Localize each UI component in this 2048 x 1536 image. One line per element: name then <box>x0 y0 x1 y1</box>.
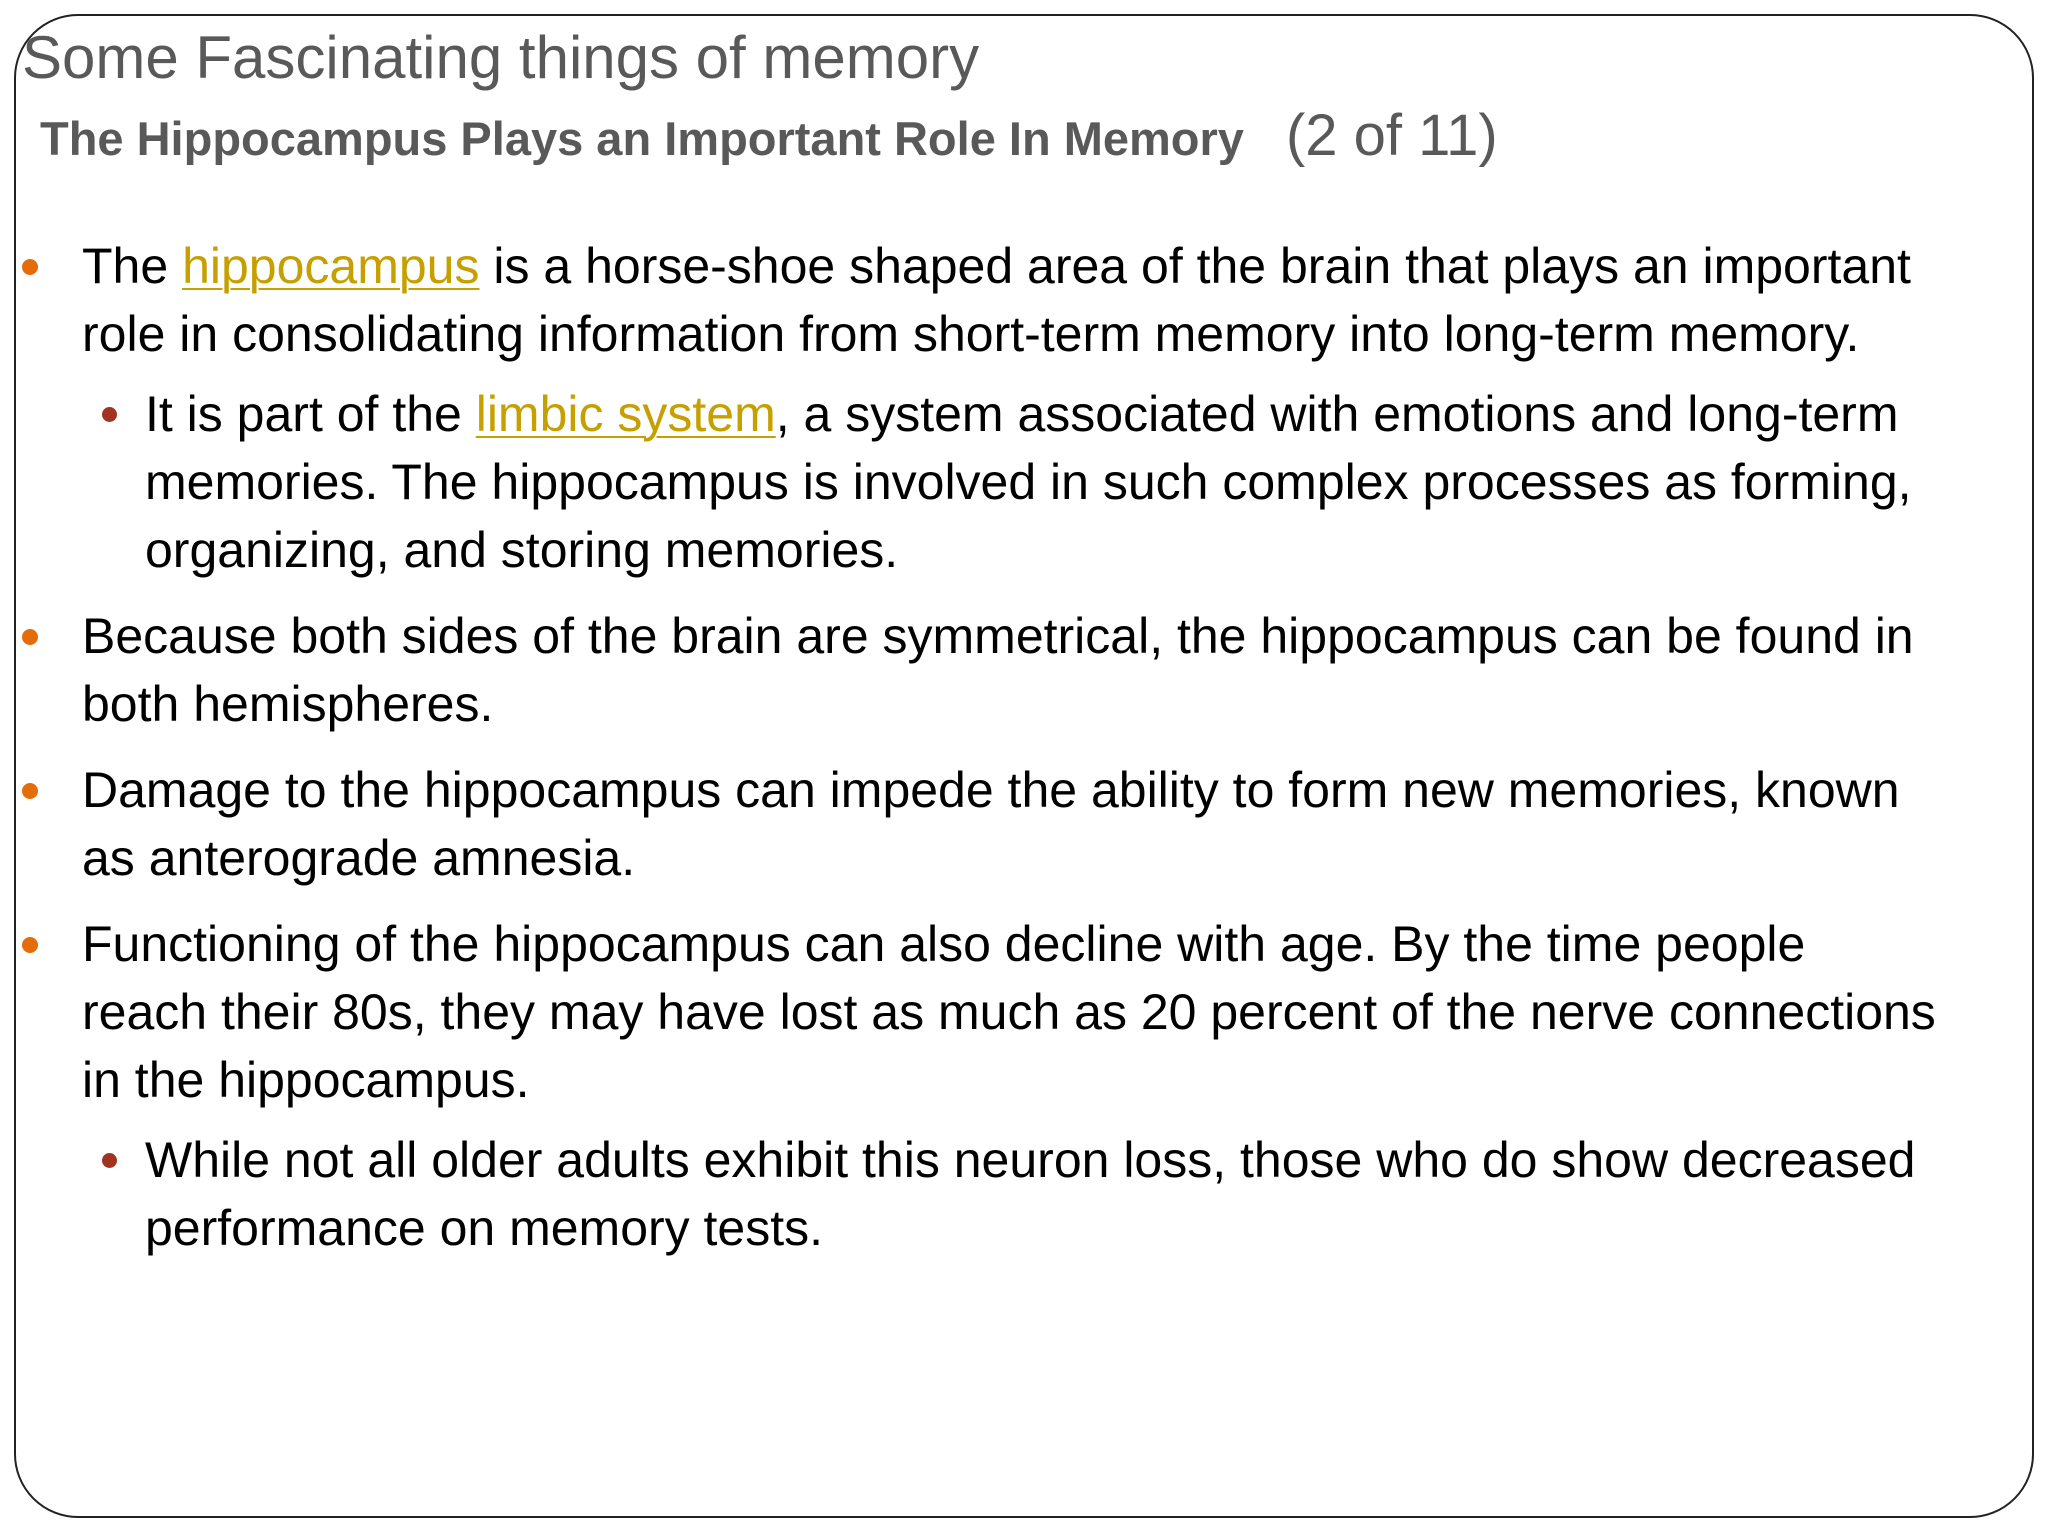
bullet-text: Damage to the hippocampus can impede the ability to form new memories, known as anterograde amnesia. <box>82 762 1900 886</box>
orange-bullet-icon <box>22 783 38 799</box>
bullet-text: Functioning of the hippocampus can also decline with age. By the time people reach their 80s, they may have lost as much as 20 percent of the nerve connections in the hippocampus. <box>82 916 1936 1108</box>
hippocampus-link[interactable]: hippocampus <box>182 238 480 294</box>
red-bullet-icon <box>102 1153 117 1168</box>
red-bullet-icon <box>102 407 117 422</box>
subbullet-limbic-system <box>0 380 1990 584</box>
bullet-text-before: The <box>82 238 183 294</box>
slide-subtitle: The Hippocampus Plays an Important Role In Memory <box>40 112 1244 165</box>
bullet-damage <box>0 756 1940 892</box>
bullet-aging <box>0 910 1940 1114</box>
bullet-text-after: is a horse-shoe shaped area of the brain that plays an important role in consolidating information from short-term memory into long-term memory. <box>82 238 1911 362</box>
bullet-hippocampus-definition <box>0 232 1940 368</box>
subbullet-neuron-loss <box>0 1126 1990 1262</box>
limbic-system-link[interactable]: limbic system <box>475 386 776 442</box>
subtitle-row <box>40 100 1498 175</box>
bullet-text-after: , a system associated with emotions and long-term memories. The hippocampus is involved in such complex processes as forming, organizing, and storing memories. <box>145 386 1912 578</box>
slide-title: Some Fascinating things of memory <box>22 24 980 91</box>
slide-counter: (2 of 11) <box>1285 103 1498 168</box>
orange-bullet-icon <box>22 937 38 953</box>
orange-bullet-icon <box>22 259 38 275</box>
bullet-text: Because both sides of the brain are symmetrical, the hippocampus can be found in both hemispheres. <box>82 608 1914 732</box>
bullet-text-before: It is part of the <box>145 386 476 442</box>
bullet-symmetry <box>0 602 1940 738</box>
bullet-list <box>0 232 2048 1262</box>
orange-bullet-icon <box>22 629 38 645</box>
bullet-text: While not all older adults exhibit this neuron loss, those who do show decreased performance on memory tests. <box>145 1132 1916 1256</box>
